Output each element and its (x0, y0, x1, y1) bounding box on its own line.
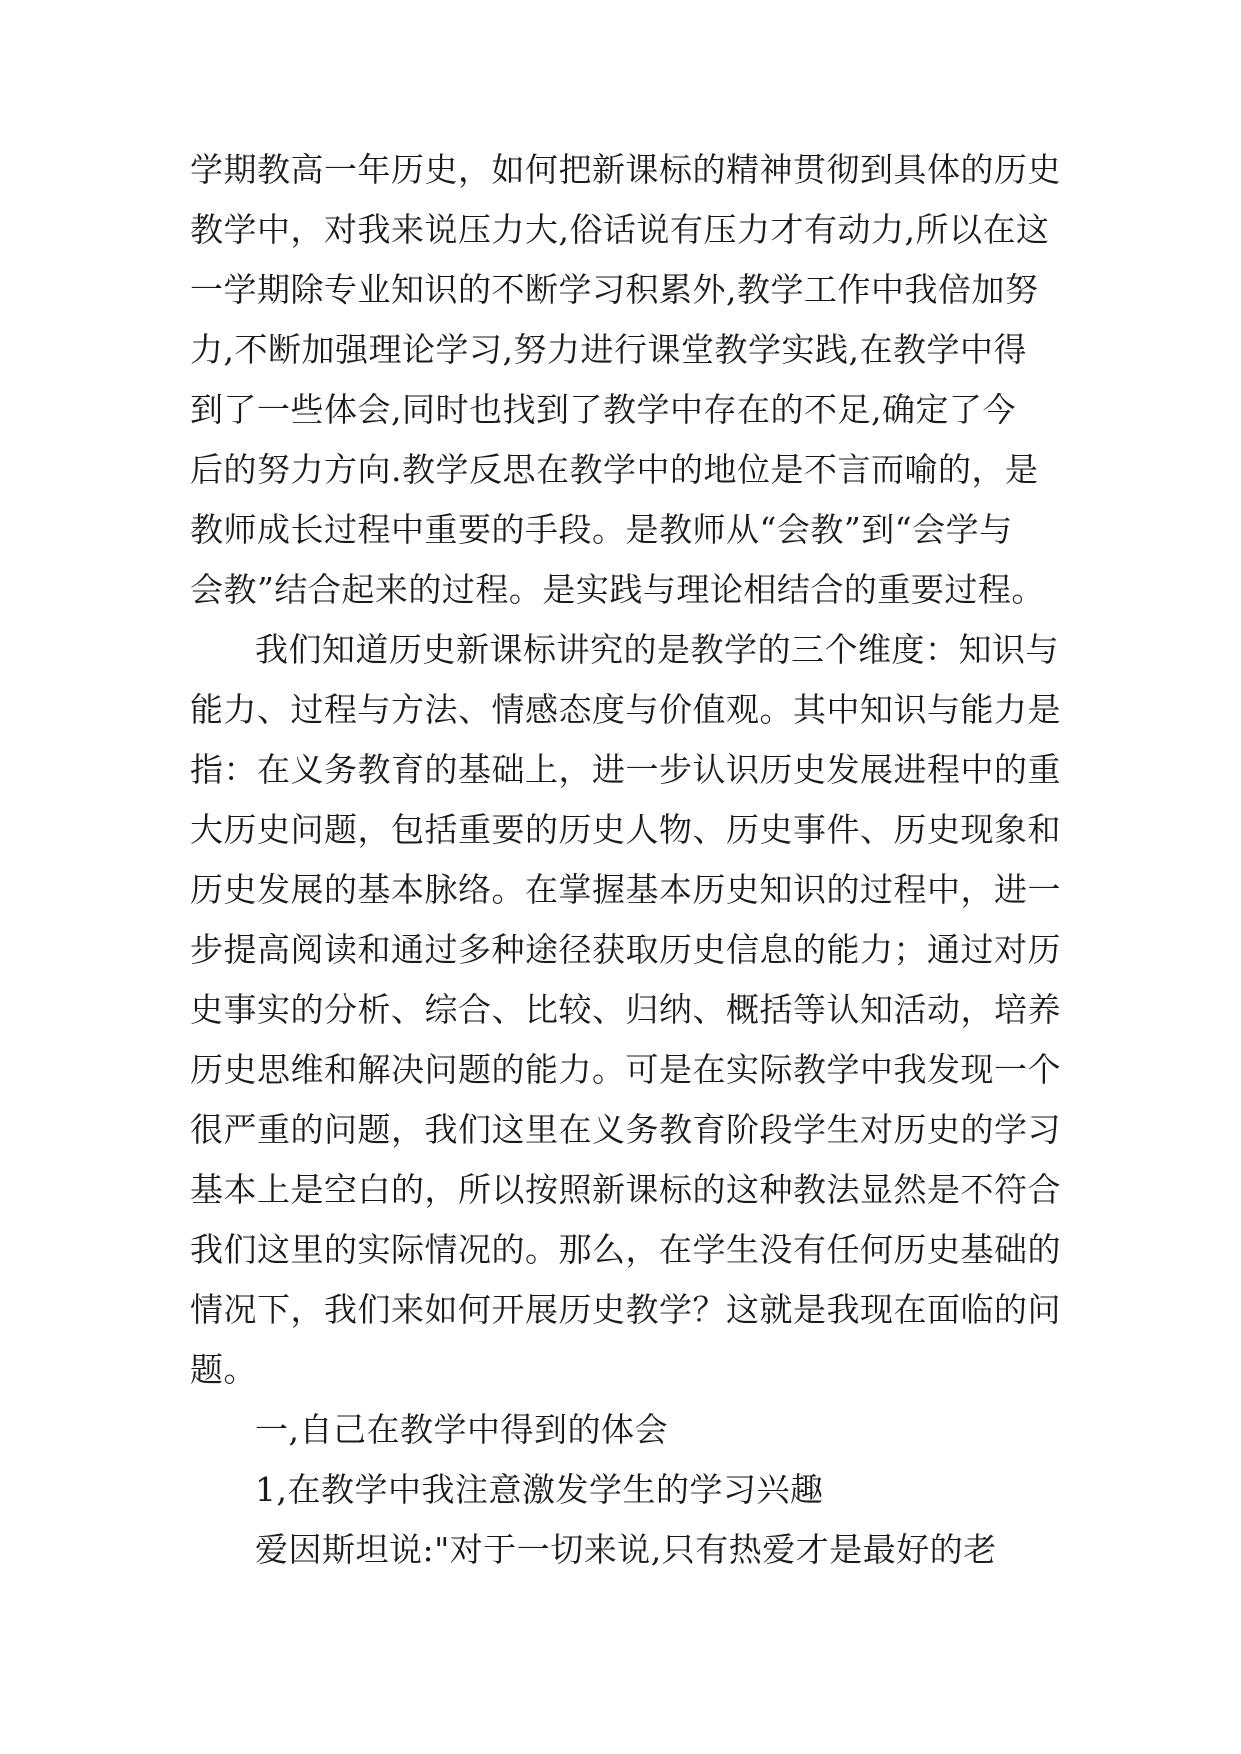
paragraph-line: 力,不断加强理论学习,努力进行课堂教学实践,在教学中得 (190, 330, 1027, 369)
paragraph-line: 史事实的分析、综合、比较、归纳、概括等认知活动，培养 (190, 990, 1061, 1029)
paragraph-line: 我们这里的实际情况的。那么，在学生没有任何历史基础的 (190, 1230, 1061, 1269)
paragraph-line: 历史发展的基本脉络。在掌握基本历史知识的过程中，进一 (190, 870, 1061, 909)
paragraph-line: 爱因斯坦说:"对于一切来说,只有热爱才是最好的老 (255, 1530, 997, 1569)
paragraph-line: 基本上是空白的，所以按照新课标的这种教法显然是不符合 (190, 1170, 1061, 1209)
paragraph-line: 指：在义务教育的基础上，进一步认识历史发展进程中的重 (190, 750, 1061, 789)
paragraph-line: 大历史问题，包括重要的历史人物、历史事件、历史现象和 (190, 810, 1061, 849)
subsection-heading: 1,在教学中我注意激发学生的学习兴趣 (255, 1470, 824, 1509)
paragraph-line: 能力、过程与方法、情感态度与价值观。其中知识与能力是 (190, 690, 1061, 729)
paragraph-line: 学期教高一年历史，如何把新课标的精神贯彻到具体的历史 (190, 150, 1061, 189)
paragraph-line: 题。 (190, 1350, 257, 1389)
paragraph-line: 后的努力方向.教学反思在教学中的地位是不言而喻的，是 (190, 450, 1039, 489)
paragraph-line: 很严重的问题，我们这里在义务教育阶段学生对历史的学习 (190, 1110, 1061, 1149)
section-heading: 一,自己在教学中得到的体会 (255, 1410, 668, 1449)
paragraph-line: 情况下，我们来如何开展历史教学？这就是我现在面临的问 (190, 1290, 1061, 1329)
paragraph-line: 会教”结合起来的过程。是实践与理论相结合的重要过程。 (190, 570, 1045, 609)
paragraph-line: 教师成长过程中重要的手段。是教师从“会教”到“会学与 (190, 510, 1013, 549)
paragraph-line: 到了一些体会,同时也找到了教学中存在的不足,确定了今 (190, 390, 1016, 429)
paragraph-line: 教学中，对我来说压力大,俗话说有压力才有动力,所以在这 (190, 210, 1050, 249)
paragraph-line: 一学期除专业知识的不断学习积累外,教学工作中我倍加努 (190, 270, 1039, 309)
paragraph-line: 历史思维和解决问题的能力。可是在实际教学中我发现一个 (190, 1050, 1061, 1089)
paragraph-line: 我们知道历史新课标讲究的是教学的三个维度：知识与 (255, 630, 1059, 669)
paragraph-line: 步提高阅读和通过多种途径获取历史信息的能力；通过对历 (190, 930, 1061, 969)
